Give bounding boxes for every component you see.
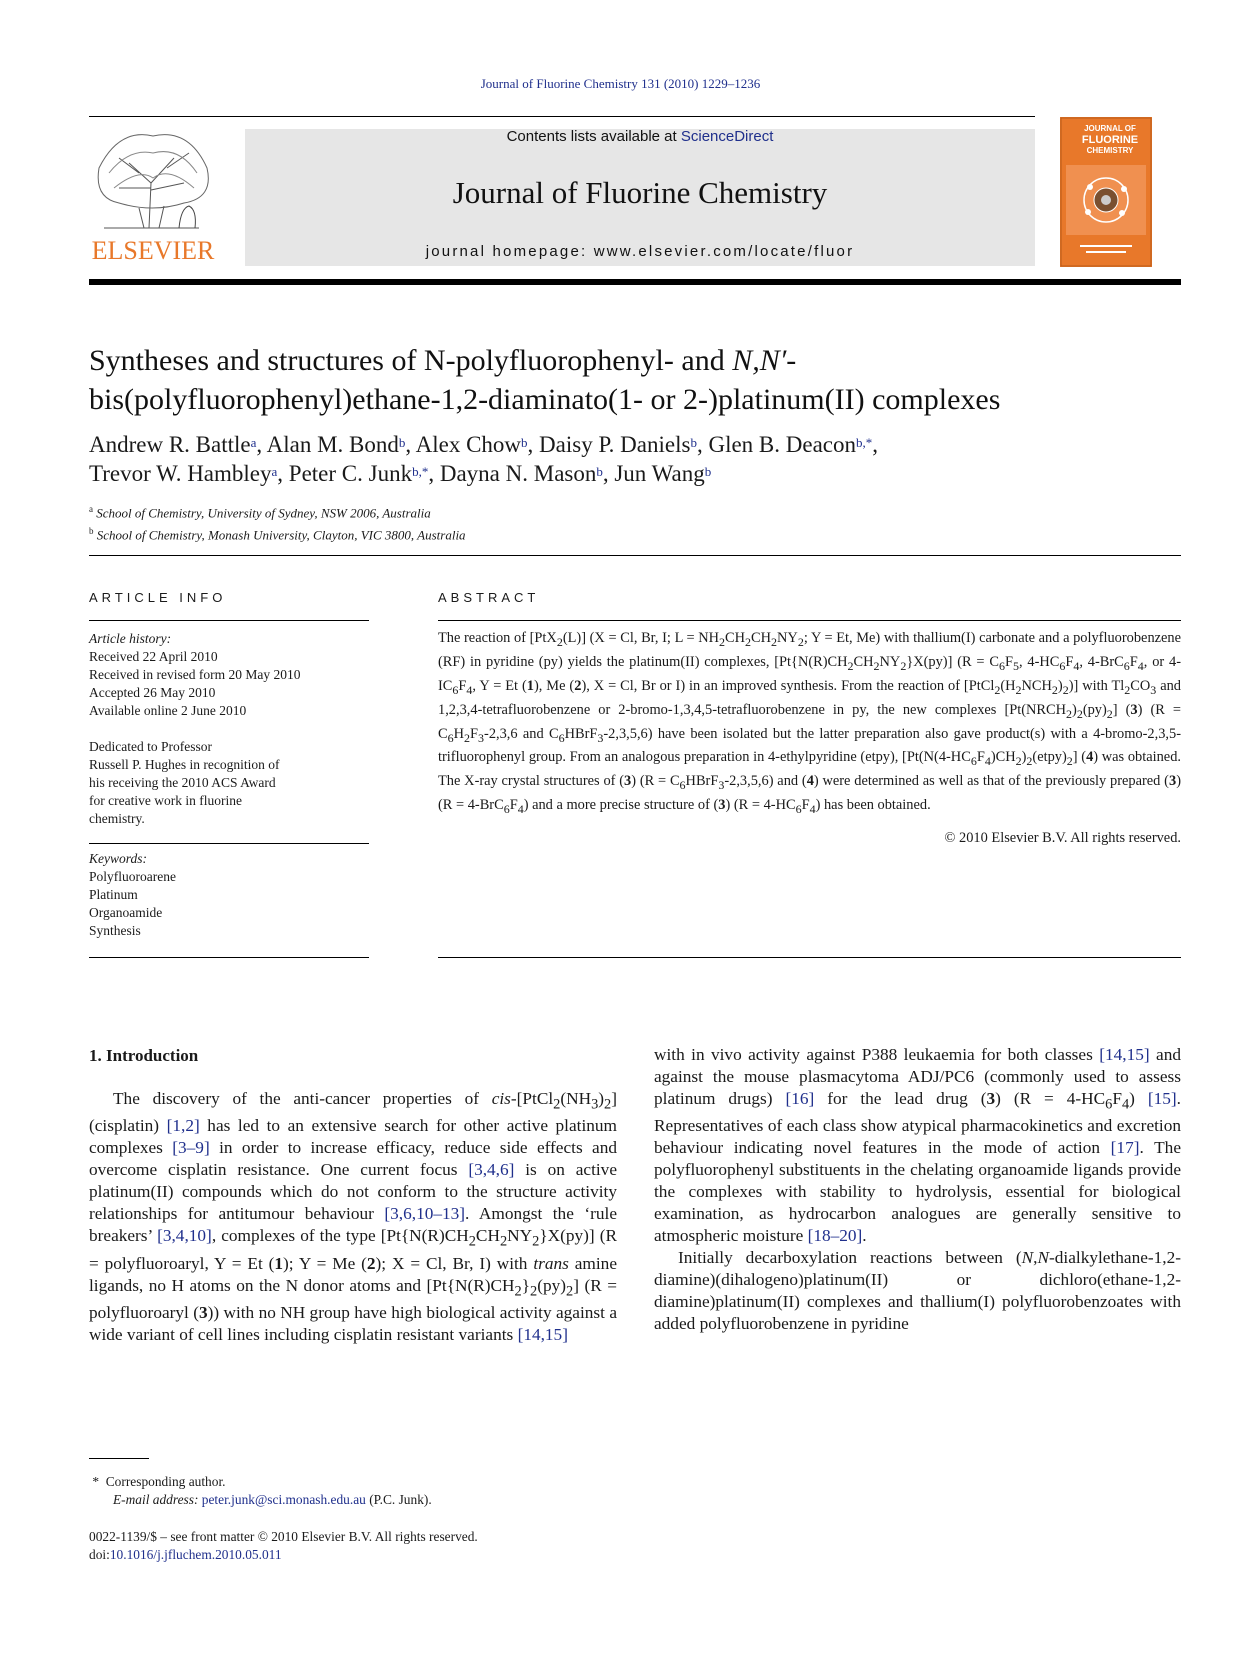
affiliation-marker[interactable]: a [250,435,257,450]
affiliation-marker[interactable]: b [704,464,712,479]
doi-line [89,1546,789,1564]
author[interactable]: Andrew R. Battle [89,432,251,457]
affiliation-marker[interactable]: a [271,464,278,479]
doi-label: doi: [89,1547,110,1562]
affiliation-label: a [89,504,93,514]
footnote-corresponding [89,1473,689,1509]
author[interactable]: Alan M. Bond [266,432,399,457]
journal-cover[interactable] [1060,117,1152,267]
affiliation-label: b [89,526,94,537]
affiliation-marker[interactable]: b,* [856,435,873,450]
author[interactable]: Glen B. Deacon [708,432,856,457]
elsevier-tree-icon [89,128,217,268]
sciencedirect-link[interactable]: ScienceDirect [680,128,774,145]
author[interactable]: Daisy P. Daniels [539,432,691,457]
section-heading-introduction: 1. Introduction [89,1046,199,1065]
journal-cover-icon [1060,117,1152,267]
keyword: Organoamide [89,905,163,920]
corresponding-text: Corresponding author. [105,1474,226,1489]
email-label: E-mail address: [113,1492,199,1507]
email-link[interactable]: peter.junk@sci.monash.edu.au [201,1492,366,1507]
affiliation-b [89,522,1181,544]
ref-link[interactable]: [17] [1110,1138,1140,1158]
elsevier-logo[interactable] [89,128,217,268]
contents-line [245,128,1035,145]
affiliation-marker[interactable]: b [521,435,528,450]
title-hyphen: - [786,344,797,377]
keyword: Synthesis [89,923,141,938]
dedication-line: Russell P. Hughes in recognition of [89,757,280,772]
ref-link[interactable]: [3,4,10] [157,1226,212,1246]
abstract-heading: ABSTRACT [438,590,540,605]
history-label: Article history: [89,631,172,646]
header-rule [89,116,1035,117]
history-item: Available online 2 June 2010 [89,703,247,718]
affiliations [89,500,1181,545]
history-item: Received 22 April 2010 [89,649,218,664]
ref-link[interactable]: [3,6,10–13] [384,1204,466,1224]
spacer [89,720,369,738]
contents-prefix: Contents lists available at [506,128,681,145]
affiliation-marker[interactable]: b [596,464,603,479]
ref-link[interactable]: [3,4,6] [468,1160,515,1180]
dedication-line: his receiving the 2010 ACS Award [89,775,276,790]
abstract-text: The reaction of [PtX$_2$(L)] (X = Cl, Br, I; $L = NH_2CH_2CH_2NY_2$; Y = Et, Me) with thallium(I) carbonate and a polyfluorobenzene (RF) in pyridine (py) yields the platinum(II) complexes, $[Pt\{N(R)CH_2CH_2NY_2\}X(py)] (R = C_6F_5$, $4-HC_6F_4$, $4-BrC_6F_4$, or $4-IC_6F_4$, Y = Et (1), Me (2), X = Cl, Br or I) in an improved synthesis. From the reaction of $[PtCl_2(H_2NCH_2)_2)$] with $Tl_2CO_3$ and 1,2,3,4-tetrafluorobenzene or 2-bromo-1,3,4,5-tetrafluorobenzene in py, the new complexes $[Pt(NRCH_2)_2(py)_2]$ (3) ($R = C_6H_2F_3-2,3,6$ and $C_6HBrF_3-2,3,5,6$) have been isolated but the latter preparation also gave product(s) with a 4-bromo-2,3,5-trifluorophenyl group. From an analogous preparation in 4-ethylpyridine (etpy), $[Pt(N(4-HC_6F_4)CH_2)_2(etpy)_2]$ (4) was obtained. The X-ray crystal structures of (3) $(R = C_6HBrF_3-2,3,5,6)$ and (4) were determined as well as that of the previously prepared (3) $(R = 4-BrC_6F_4)$ and a more precise structure of (3) $(R = 4-HC_6F_4)$ has been obtained. [438,630,1181,816]
affiliation-rule [89,555,1181,556]
email-owner: (P.C. Junk). [369,1492,432,1507]
author[interactable]: Jun Wang [614,461,705,486]
issn-doi [89,1528,789,1564]
title-text: Syntheses and structures of N-polyfluorophenyl- and [89,344,733,377]
corresponding-author-note: * Corresponding author. [89,1474,226,1489]
author[interactable]: Alex Chow [415,432,522,457]
title-italic: N,N′ [732,344,787,377]
dedication-line: Dedicated to Professor [89,739,212,754]
author[interactable]: Dayna N. Mason [439,461,597,486]
article-info-heading: ARTICLE INFO [89,590,227,605]
article-info [89,630,369,828]
info-bottom-rule [89,957,369,958]
dedication-line: for creative work in fluorine [89,793,242,808]
abstract-rule [438,620,1181,621]
footnote-rule [89,1458,149,1459]
dedication-line: chemistry. [89,811,145,826]
header-thick-rule [89,279,1181,285]
keywords [89,850,369,940]
author[interactable]: Trevor W. Hambley [89,461,272,486]
affiliation-a [89,500,1181,522]
svg-text:JOURNAL OF: JOURNAL OF [1084,124,1136,133]
keywords-label: Keywords: [89,851,147,866]
ref-link[interactable]: [16] [785,1089,815,1108]
svg-text:CHEMISTRY: CHEMISTRY [1086,146,1134,155]
doi-link[interactable]: 10.1016/j.jfluchem.2010.05.011 [109,1547,282,1562]
abstract-bottom-rule [438,957,1181,958]
affiliation-text: School of Chemistry, Monash University, Clayton, VIC 3800, Australia [96,527,466,543]
keyword: Polyfluoroarene [89,869,176,884]
body-column-2: with in vivo activity against P388 leukaemia for both classes [14,15] and against the mouse plasmacytoma ADJ/PC6 (commonly used to assess platinum drugs) [16] for the lead drug (3) $(R = 4-HC_6F_4)$ [15]. Representatives of each class show atypical pharmacokinetics and excretion behaviour indicating novel features in the mode of action [17]. The polyfluorophenyl substituents in the chelating organoamide ligands provide the complexes with stability to hydrolysis, essential for biological examination, as hydrocarbon analogues are generally sensitive to atmospheric moisture [18–20]. Initially decarboxylation reactions between (N,N-dialkylethane-1,2-diamine)(dihalogeno)platinum(II) or dichloro(ethane-1,2-diamine)platinum(II) complexes and thallium(I) polyfluorobenzoates with added polyfluorobenzene in pyridine [654,1045,1181,1334]
affiliation-marker[interactable]: b,* [412,464,429,479]
journal-citation[interactable]: Journal of Fluorine Chemistry 131 (2010) 1229–1236 [480,76,761,91]
ref-link[interactable]: [15] [1147,1089,1177,1108]
keyword: Platinum [89,887,138,902]
history-item: Received in revised form 20 May 2010 [89,667,301,682]
author-list: Andrew R. Battle$^a$, Alan M. Bond$^b$, Alex Chow$^b$, Daisy P. Daniels$^b$, Glen B. Deacon$^{b,*}$, Trevor W. Hambley$^a$, Peter C. Junk$^{b,*}$, Dayna N. Mason$^b$, Jun Wang$^b$ [89,432,878,486]
title-line-2: bis(polyfluorophenyl)ethane-1,2-diaminato(1- or 2-)platinum(II) complexes [89,383,1001,416]
history-item: Accepted 26 May 2010 [89,685,216,700]
abstract-copyright: © 2010 Elsevier B.V. All rights reserved. [944,830,1181,846]
article-info-rule [89,620,369,621]
email-line [89,1491,689,1509]
affiliation-text: School of Chemistry, University of Sydney, NSW 2006, Australia [96,505,431,521]
ref-link[interactable]: [14,15] [1099,1045,1150,1064]
ref-link[interactable]: [18–20] [807,1226,863,1246]
ref-link[interactable]: [1,2] [166,1116,200,1136]
keywords-rule [89,843,369,844]
affiliation-marker[interactable]: b [398,435,406,450]
article-title [89,341,1181,419]
svg-text:ELSEVIER: ELSEVIER [91,236,215,265]
affiliation-marker[interactable]: b [690,435,697,450]
journal-homepage[interactable]: journal homepage: www.elsevier.com/locate/fluor [425,243,855,260]
body-column-1: The discovery of the anti-cancer properties of cis-$[PtCl_2(NH_3)_2]$ (cisplatin) [1,2] has led to an extensive search for other active platinum complexes [3–9] in order to increase efficacy, reduce side effects and overcome cisplatin resistance. One current focus [3,4,6] is on active platinum(II) compounds which do not conform to the structure activity relationships for antitumour behaviour [3,6,10–13]. Amongst the ‘rule breakers’ [3,4,10], complexes of the type $[Pt\{N(R)CH_2CH_2NY_2\}X(py)] (R$ = polyfluoroaryl, Y = Et (1); Y = Me (2); X = Cl, Br, I) with trans amine ligands, no H atoms on the N donor atoms and $[Pt\{N(R)CH_2\}_2(py)_2] (R$ = polyfluoroaryl (3)) with no NH group have high biological activity against a wide variant of cell lines including cisplatin resistant variants [14,15] [89,1089,617,1345]
journal-name: Journal of Fluorine Chemistry [452,175,828,210]
ref-link[interactable]: [3–9] [172,1138,210,1158]
ref-link[interactable]: [14,15] [517,1325,568,1345]
issn-line: 0022-1139/$ – see front matter © 2010 Elsevier B.V. All rights reserved. [89,1529,478,1544]
author[interactable]: Peter C. Junk [288,461,413,486]
svg-text:FLUORINE: FLUORINE [1081,134,1139,146]
